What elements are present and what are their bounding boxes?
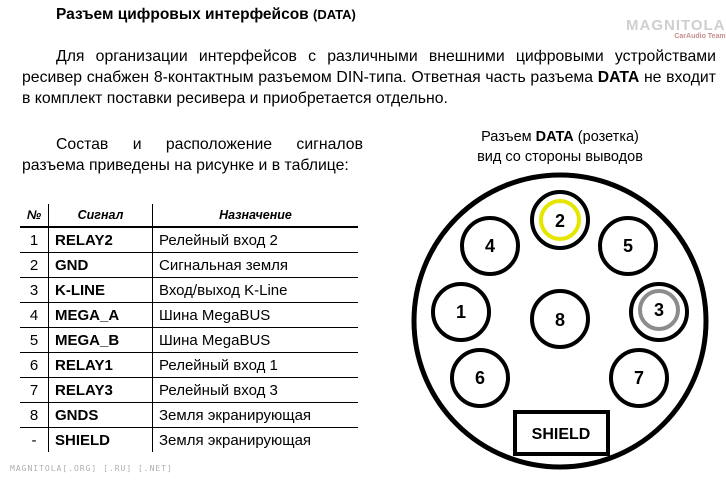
intro-part2: не входит в комплект поставки ресивера и приобретается отдельно. xyxy=(22,69,716,107)
row-signal: SHIELD xyxy=(49,428,153,453)
title-tag: (DATA) xyxy=(313,7,356,22)
row-num: 6 xyxy=(20,353,49,378)
watermark-sub: CarAudio Team xyxy=(674,33,726,40)
row-num: 1 xyxy=(20,227,49,253)
row-num: 5 xyxy=(20,328,49,353)
row-purpose: Релейный вход 1 xyxy=(153,353,359,378)
title-text: Разъем цифровых интерфейсов xyxy=(56,6,309,23)
pin-4 xyxy=(462,218,518,274)
pin-3 xyxy=(631,284,687,340)
row-purpose: Земля экранирующая xyxy=(153,428,359,453)
row-purpose: Земля экранирующая xyxy=(153,403,359,428)
header-purpose: Назначение xyxy=(153,204,359,227)
pin-8-label: 8 xyxy=(554,310,566,330)
pin-8 xyxy=(532,291,588,347)
pin-2-label: 2 xyxy=(554,211,566,231)
row-num: 7 xyxy=(20,378,49,403)
row-num: 2 xyxy=(20,253,49,278)
shield-key xyxy=(515,412,608,454)
header-signal: Сигнал xyxy=(49,204,153,227)
row-signal: K-LINE xyxy=(49,278,153,303)
pin-2 xyxy=(532,192,588,248)
footer-watermark: MAGNITOLA[.ORG] [.RU] [.NET] xyxy=(10,464,173,473)
intro-part1: Для организации интерфейсов с различными внешними цифровыми устройствами ресивер снабжен 8-контактным разъемом DIN-типа. Ответная часть разъема xyxy=(22,48,716,86)
caption-prefix: Разъем xyxy=(481,129,536,145)
intro-bold: DATA xyxy=(597,69,640,86)
pin-6 xyxy=(452,350,508,406)
row-signal: MEGA_B xyxy=(49,328,153,353)
row-purpose: Шина MegaBUS xyxy=(153,303,359,328)
row-signal: GND xyxy=(49,253,153,278)
row-purpose: Сигнальная земля xyxy=(153,253,359,278)
pin-4-label: 4 xyxy=(484,236,496,256)
pin-5 xyxy=(600,218,656,274)
pin-7 xyxy=(611,350,667,406)
row-num: - xyxy=(31,431,37,449)
row-signal: RELAY3 xyxy=(49,378,153,403)
watermark-brand: MAGNITOLA xyxy=(626,17,726,34)
caption-line2: вид со стороны выводов xyxy=(477,149,643,165)
row-num: 3 xyxy=(20,278,49,303)
row-signal: RELAY2 xyxy=(49,227,153,253)
row-signal: MEGA_A xyxy=(49,303,153,328)
shield-label: SHIELD xyxy=(531,426,591,443)
pin-1 xyxy=(433,284,489,340)
pin-3-label: 3 xyxy=(653,300,665,320)
row-signal: RELAY1 xyxy=(49,353,153,378)
pin-6-label: 6 xyxy=(474,368,486,388)
row-purpose: Релейный вход 2 xyxy=(153,227,359,253)
caption-suffix: (розетка) xyxy=(573,129,639,145)
row-purpose: Шина MegaBUS xyxy=(153,328,359,353)
row-purpose: Релейный вход 3 xyxy=(153,378,359,403)
table-intro: Состав и расположение сигналов разъема приведены на рисунке и в таблице: xyxy=(22,136,363,174)
caption-bold: DATA xyxy=(535,129,574,145)
row-signal: GNDS xyxy=(49,403,153,428)
row-num: 8 xyxy=(20,403,49,428)
pin-1-label: 1 xyxy=(455,302,467,322)
pin-7-label: 7 xyxy=(633,368,645,388)
pin-5-label: 5 xyxy=(622,236,634,256)
row-purpose: Вход/выход K-Line xyxy=(153,278,359,303)
header-num: № xyxy=(20,204,49,227)
row-num: 4 xyxy=(20,303,49,328)
